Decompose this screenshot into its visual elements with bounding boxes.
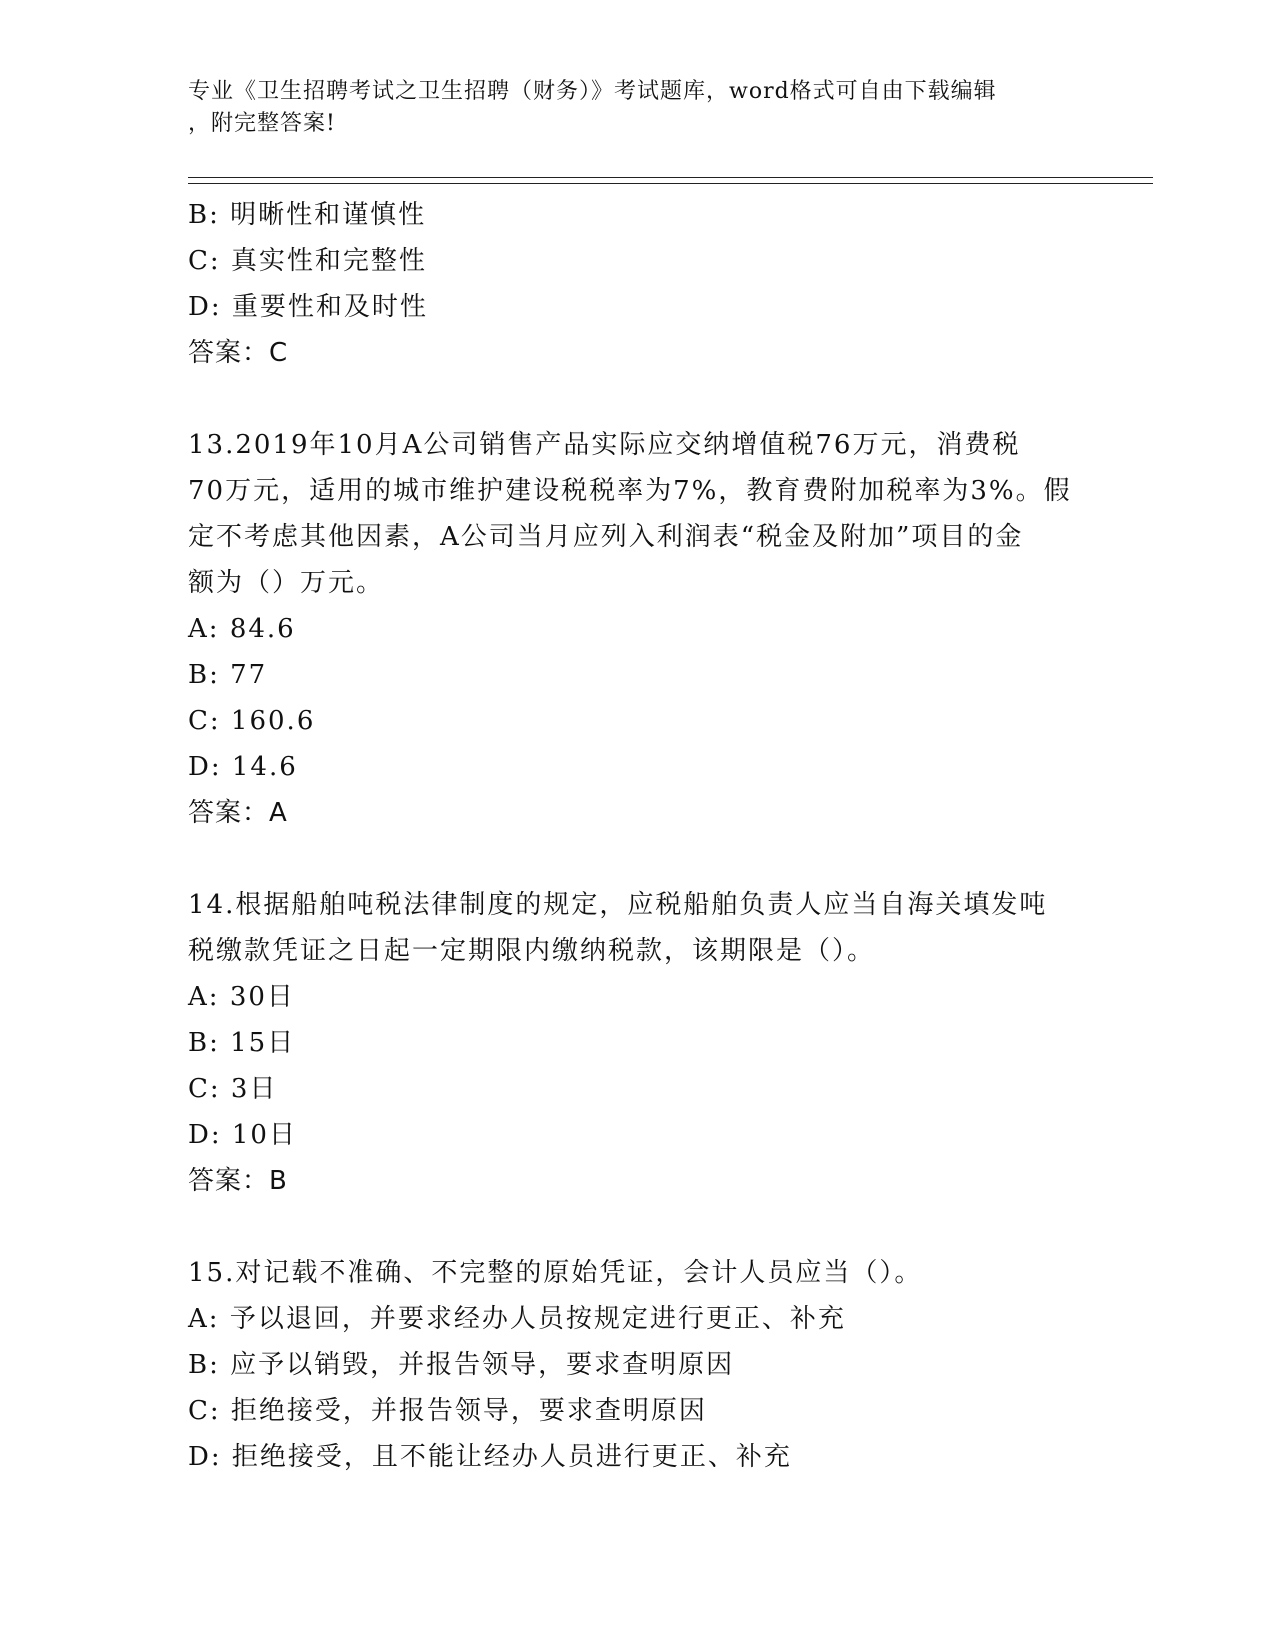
header-title-line-2: ，附完整答案!: [188, 111, 336, 136]
option-letter: B:: [188, 1028, 220, 1058]
option-c: [188, 1066, 1088, 1112]
option-letter: D:: [188, 752, 222, 782]
header-divider-bottom: [188, 183, 1153, 184]
option-text: 拒绝接受，且不能让经办人员进行更正、补充: [231, 1442, 792, 1472]
question-text-line: 额为（）万元。: [188, 568, 385, 598]
question-13: [188, 422, 1088, 836]
option-d: [188, 744, 1088, 790]
question-text-line: 15.对记载不准确、不完整的原始凭证，会计人员应当（）。: [188, 1258, 923, 1288]
option-letter: C:: [188, 246, 221, 276]
question-12-options: [188, 192, 1088, 376]
spacer: [188, 1204, 1088, 1250]
option-text: 160.6: [230, 706, 316, 736]
option-text: 真实性和完整性: [230, 246, 427, 276]
option-d: [188, 284, 1088, 330]
option-letter: A:: [188, 614, 220, 644]
option-text: 14.6: [231, 752, 298, 782]
spacer: [188, 376, 1088, 422]
option-a: [188, 1296, 1088, 1342]
option-letter: A:: [188, 1304, 220, 1334]
option-text: 3日: [230, 1074, 278, 1104]
option-text: 重要性和及时性: [231, 292, 428, 322]
question-content: [188, 192, 1088, 1480]
option-d: [188, 1112, 1088, 1158]
option-text: 77: [230, 660, 268, 690]
question-15: [188, 1250, 1088, 1480]
option-a: [188, 974, 1088, 1020]
option-d: [188, 1434, 1088, 1480]
answer-q13: 答案：A: [188, 798, 288, 828]
option-letter: B:: [188, 660, 220, 690]
option-text: 10日: [231, 1120, 297, 1150]
option-text: 30日: [229, 982, 295, 1012]
header-title-line-1: 专业《卫生招聘考试之卫生招聘（财务）》考试题库，word格式可自由下载编辑: [188, 79, 997, 104]
option-letter: B:: [188, 1350, 220, 1380]
option-letter: C:: [188, 1074, 221, 1104]
question-14: [188, 882, 1088, 1204]
option-b: [188, 652, 1088, 698]
option-text: 予以退回，并要求经办人员按规定进行更正、补充: [229, 1304, 846, 1334]
option-a: [188, 606, 1088, 652]
question-text-line: 14.根据船舶吨税法律制度的规定，应税船舶负责人应当自海关填发吨: [188, 890, 1048, 920]
option-text: 明晰性和谨慎性: [230, 200, 427, 230]
option-c: [188, 698, 1088, 744]
answer-q12: 答案：C: [188, 338, 289, 368]
option-letter: A:: [188, 982, 220, 1012]
option-text: 拒绝接受，并报告领导，要求查明原因: [230, 1396, 707, 1426]
option-text: 应予以销毁，并报告领导，要求查明原因: [230, 1350, 735, 1380]
option-c: [188, 1388, 1088, 1434]
document-header: [188, 76, 1068, 140]
option-letter: D:: [188, 292, 222, 322]
option-letter: C:: [188, 1396, 221, 1426]
answer-q14: 答案：B: [188, 1166, 288, 1196]
option-c: [188, 238, 1088, 284]
option-b: [188, 192, 1088, 238]
question-text-line: 定不考虑其他因素，A公司当月应列入利润表“税金及附加”项目的金: [188, 522, 1024, 552]
option-b: [188, 1020, 1088, 1066]
option-text: 15日: [230, 1028, 296, 1058]
option-b: [188, 1342, 1088, 1388]
question-text-line: 税缴款凭证之日起一定期限内缴纳税款，该期限是（）。: [188, 936, 876, 966]
option-text: 84.6: [229, 614, 296, 644]
question-text-line: 13.2019年10月A公司销售产品实际应交纳增值税76万元，消费税: [188, 430, 1021, 460]
spacer: [188, 836, 1088, 882]
option-letter: D:: [188, 1442, 222, 1472]
question-text-line: 70万元，适用的城市维护建设税税率为7%，教育费附加税率为3%。假: [188, 476, 1072, 506]
option-letter: B:: [188, 200, 220, 230]
header-divider-top: [188, 177, 1153, 178]
option-letter: D:: [188, 1120, 222, 1150]
option-letter: C:: [188, 706, 221, 736]
